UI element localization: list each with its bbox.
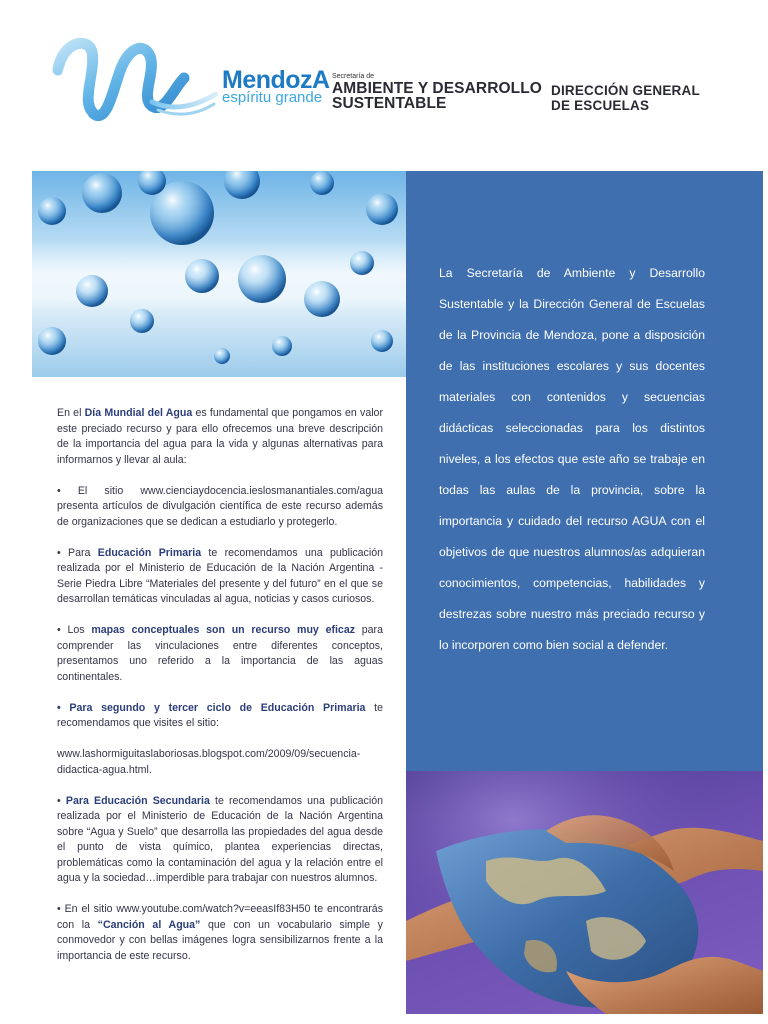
item5-bold: Para Educación Secundaria xyxy=(65,794,210,807)
resource-item-4-url xyxy=(57,747,383,778)
mendoza-swirl-logo-icon xyxy=(48,32,218,122)
direccion-line1: DIRECCIÓN GENERAL xyxy=(551,83,700,98)
water-drops-icon xyxy=(32,171,406,377)
item2-bold: Educación Primaria xyxy=(97,546,202,559)
direccion-logo xyxy=(551,83,741,113)
item1-text: • El sitio www.cienciaydocencia.ieslosmanantiales.com/agua presenta artículos de divulgación científica de este recurso además de organizaciones que se dedican a estudiarlo y protegerlo. xyxy=(57,484,383,528)
page-header xyxy=(0,0,768,150)
resource-item-2 xyxy=(57,546,383,608)
item4-bold: • Para segundo y tercer ciclo de Educación Primaria xyxy=(57,701,366,714)
resource-item-5 xyxy=(57,794,383,887)
water-drops-image xyxy=(32,171,406,377)
secretaria-label: Secretaría de xyxy=(332,73,375,80)
resource-item-6 xyxy=(57,902,383,964)
intro-pre: En el xyxy=(57,407,85,419)
item3-post: para comprender las vinculaciones entre diferentes conceptos, presentamos uno referido a la importancia de las aguas continentales. xyxy=(57,624,383,683)
hands-globe-image xyxy=(406,771,763,1014)
item2-pre: • Para xyxy=(57,546,98,559)
resource-item-1 xyxy=(57,484,383,531)
item4-post: te recomendamos que visites el sitio: xyxy=(57,701,383,729)
item3-bold: mapas conceptuales son un recurso muy eficaz xyxy=(91,624,356,636)
intro-panel-text: La Secretaría de Ambiente y Desarrollo Sustentable y la Dirección General de Escuelas de la Provincia de Mendoza, pone a disposición de las instituciones escolares y sus docentes materiales con contenidos y secuencias didácticas seleccionadas para los distintos niveles, a los efectos que este año se trabaje en todas las aulas de la provincia, sobre la importancia y cuidado del recurso AGUA con el objetivos de que nuestros alumnos/as adquieran conocimientos, competencias, habilidades y destrezas sobre nuestro más preciado recurso y lo incorporen como bien social a defender. xyxy=(439,266,705,652)
body-text xyxy=(57,406,383,980)
item3-pre: • Los xyxy=(57,624,92,636)
ministry-logo xyxy=(332,73,542,111)
ministry-line2: SUSTENTABLE xyxy=(332,95,447,112)
intro-bold: Día Mundial del Agua xyxy=(84,407,193,419)
brand-tagline: espíritu grande xyxy=(222,89,323,106)
item4-url: www.lashormiguitaslaboriosas.blogspot.com/2009/09/secuencia-didactica-agua.html. xyxy=(57,748,361,776)
intro-paragraph xyxy=(57,406,383,468)
resource-item-3 xyxy=(57,623,383,685)
brand-name: MendozA xyxy=(222,66,330,94)
hands-globe-icon xyxy=(406,771,763,1014)
item6-bold: “Canción al Agua” xyxy=(97,918,201,931)
item6-post: que con un vocabulario simple y conmovedor y con bellas imágenes logra sensibilizarnos frente a la importancia de este recurso. xyxy=(57,918,383,962)
intro-post: es fundamental que pongamos en valor este preciado recurso y para ello ofrecemos una breve descripción de la importancia del agua para la vida y algunas alternativas para informarnos y llevar al aula: xyxy=(57,407,383,466)
ministry-line1: AMBIENTE Y DESARROLLO xyxy=(332,80,542,97)
direccion-line2: DE ESCUELAS xyxy=(551,98,650,113)
resource-item-4 xyxy=(57,701,383,732)
item5-post: te recomendamos una publicación realizada por el Ministerio de Educación de la Nación Argentina sobre “Agua y Suelo” que desarrolla las propiedades del agua desde el punto de vista químico, plantea experiencias directas, problemáticas como la contaminación del agua y la relación entre el agua y la sociedad…imperdible para trabajar con nuestros alumnos. xyxy=(57,794,383,884)
mendoza-brand xyxy=(222,68,332,105)
item2-post: te recomendamos una publicación realizada por el Ministerio de Educación de la Nación Argentina - Serie Piedra Libre “Materiales del presente y del futuro” en el que se desarrollan temáticas vinculadas al agua, noticias y casos curiosos. xyxy=(57,546,383,605)
item6-pre: • En el sitio www.youtube.com/watch?v=eeasIf83H50 te encontrarás con la xyxy=(57,903,383,931)
item5-pre: • xyxy=(57,794,66,807)
